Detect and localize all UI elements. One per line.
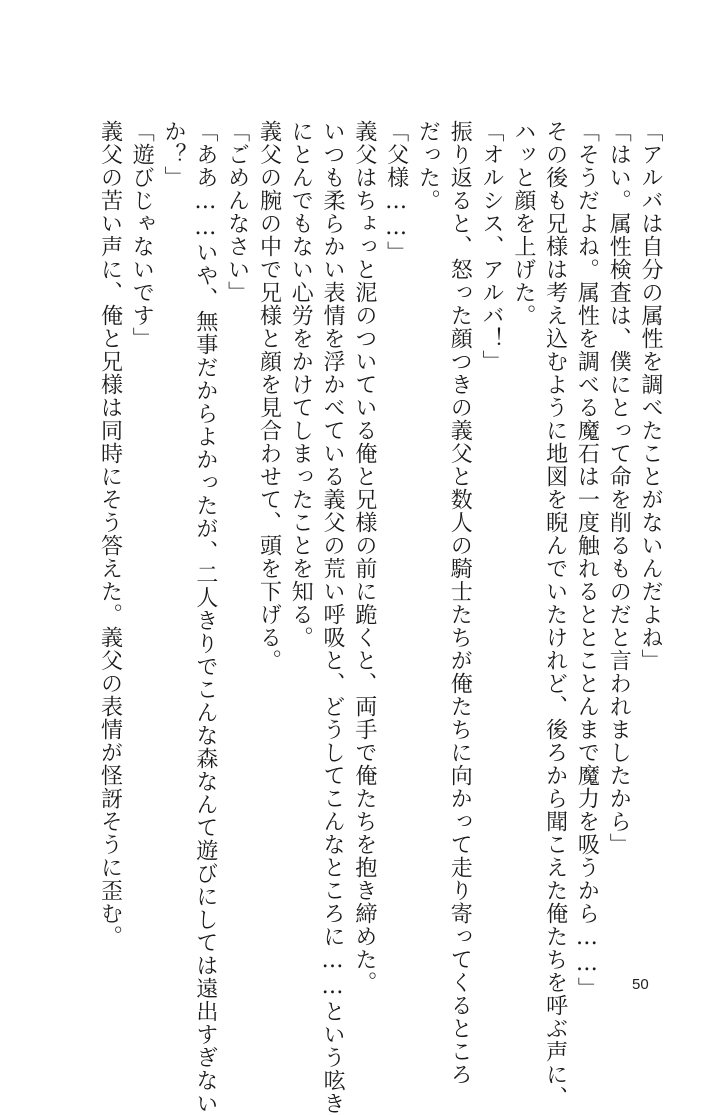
- text-line: 「オルシス、アルバ！」: [479, 120, 505, 373]
- text-line: だった。: [415, 120, 441, 212]
- text-line: 義父の苦い声に、俺と兄様は同時にそう答えた。義父の表情が怪訝そうに歪む。: [97, 120, 123, 948]
- text-line: 義父はちょっと泥のついている俺と兄様の前に跪くと、両手で俺たちを抱き締めた。: [351, 120, 377, 994]
- text-line: 「はい。属性検査は、僕にとって命を削るものだと言われましたから」: [606, 120, 632, 856]
- page-number: 50: [632, 976, 649, 993]
- text-line: 「父様……」: [383, 120, 409, 264]
- text-line: 「遊びじゃないです」: [129, 120, 155, 350]
- text-line: 「ああ……いや、無事だからよかったが、二人きりでこんな森なんて遊びにしては遠出すぎない: [192, 120, 218, 1115]
- text-line: その後も兄様は考え込むように地図を睨んでいたけれど、後ろから聞こえた俺たちを呼ぶ声に、: [542, 120, 568, 1109]
- text-line: 「そうだよね。属性を調べる魔石は一度触れるととことんまで魔力を吸うから……」: [574, 120, 600, 1000]
- text-line: 振り返ると、怒った顔つきの義父と数人の騎士たちが俺たちに向かって走り寄ってくるところ: [447, 120, 473, 1086]
- text-line: 「アルバは自分の属性を調べたことがないんだよね」: [638, 120, 663, 672]
- text-line: 「ごめんなさい」: [224, 120, 250, 304]
- text-line: 義父の腕の中で兄様と顔を見合わせて、頭を下げる。: [256, 120, 282, 672]
- text-line: ハッと顔を上げた。: [510, 120, 536, 327]
- text-line: か？」: [161, 120, 187, 189]
- text-line: にとんでもない心労をかけてしまったことを知る。: [288, 120, 314, 649]
- text-line: いつも柔らかい表情を浮かべている義父の荒い呼吸と、どうしてこんなところに……という呟き: [320, 120, 346, 1115]
